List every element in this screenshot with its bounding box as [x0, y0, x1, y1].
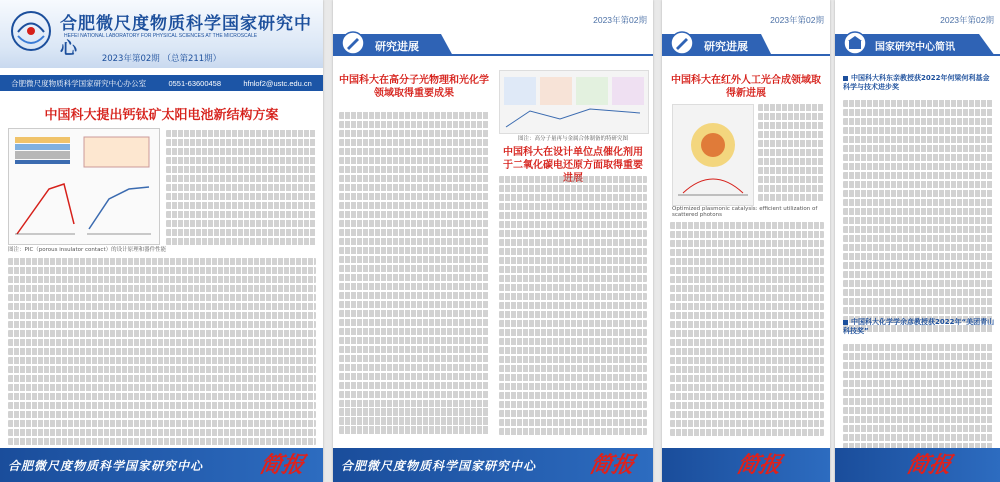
- issue-number: 2023年第02期: [940, 15, 994, 25]
- masthead-banner: [0, 0, 323, 68]
- footer-stamp: 简报: [904, 452, 954, 478]
- issue-number: 2023年第02期: [593, 15, 647, 25]
- section-label: 研究进展: [375, 40, 419, 53]
- contact-email[interactable]: hfnlof2@ustc.edu.cn: [243, 78, 312, 88]
- body-text-block: [8, 258, 316, 447]
- footer-stamp: 简报: [257, 452, 307, 478]
- footer-stamp: 简报: [734, 452, 784, 478]
- bullet-text: 中国科大科东亲教授获2022年何梁何利基金科学与技术进步奖: [843, 74, 990, 91]
- page-footer: [0, 448, 323, 482]
- section-label: 研究进展: [704, 40, 748, 53]
- issue-number: 2023年第02期 （总第211期）: [101, 54, 222, 64]
- body-text-column-top: [758, 104, 824, 203]
- body-text-block-1: [843, 100, 993, 334]
- article-title-2: 中国科大在设计单位点催化剂用于二氧化碳电还原方面取得重要进展: [503, 147, 643, 184]
- newsletter-page-3: [662, 0, 830, 482]
- news-bullet-2: [843, 318, 995, 336]
- bullet-square-icon: [843, 76, 848, 81]
- article-title: 中国科大在高分子光物理和光化学领域取得重要成果: [339, 75, 489, 99]
- newsletter-page-2: [333, 0, 653, 482]
- contact-office: 合肥微尺度物质科学国家研究中心办公室: [11, 78, 147, 88]
- section-divider: [835, 54, 1000, 56]
- section-divider: [333, 54, 653, 56]
- catalysis-figure-icon: [673, 105, 753, 205]
- bullet-square-icon: [843, 320, 848, 325]
- body-text-column-right: [499, 176, 647, 437]
- issue-number: 2023年第02期: [770, 15, 824, 25]
- article-figure: [499, 70, 649, 134]
- center-logo-icon: [10, 10, 52, 52]
- article-figure: [8, 128, 160, 245]
- pen-icon: [668, 31, 696, 55]
- bullet-text: 中国科大化学学余彦教授获2022年“美团青山科技奖”: [843, 318, 995, 335]
- footer-title: 合肥微尺度物质科学国家研究中心: [8, 459, 204, 473]
- section-divider: [662, 54, 830, 56]
- body-text-column-left: [339, 112, 489, 435]
- masthead-title: 合肥微尺度物质科学国家研究中心: [60, 14, 312, 59]
- news-bullet-1: [843, 74, 995, 92]
- body-text-block-2: [843, 344, 993, 452]
- newsletter-page-1: [0, 0, 323, 482]
- article-title: 中国科大在红外人工光合成领域取得新进展: [671, 75, 821, 99]
- molecule-figure-icon: [500, 71, 648, 133]
- figure-caption: 图注：PIC（porous insulator contact）的设计原理和器件性能: [8, 247, 167, 253]
- building-icon: [841, 31, 869, 55]
- footer-title: 合肥微尺度物质科学国家研究中心: [341, 459, 537, 473]
- contact-bar: [0, 75, 323, 91]
- masthead-english: HEFEI NATIONAL LABORATORY FOR PHYSICAL SCIENCES AT THE MICROSCALE: [64, 33, 258, 39]
- page-footer: [333, 448, 653, 482]
- pen-icon: [339, 31, 367, 55]
- device-diagram-icon: [9, 129, 159, 244]
- figure-caption: Optimized plasmonic catalysis: efficient utilization of scattered photons: [672, 206, 818, 218]
- body-text-column: [166, 130, 316, 247]
- page-footer: [662, 448, 830, 482]
- page-footer: [835, 448, 1000, 482]
- footer-stamp: 简报: [587, 452, 637, 478]
- figure-caption: 图注：高分子量再与金属合体制备的特研究图: [517, 136, 628, 142]
- contact-phone: 0551-63600458: [168, 78, 222, 88]
- article-figure: [672, 104, 754, 206]
- article-headline: 中国科大提出钙钛矿太阳电池新结构方案: [44, 108, 279, 123]
- section-label: 国家研究中心简讯: [875, 42, 955, 53]
- newsletter-page-4: [835, 0, 1000, 482]
- body-text-column: [670, 222, 824, 438]
